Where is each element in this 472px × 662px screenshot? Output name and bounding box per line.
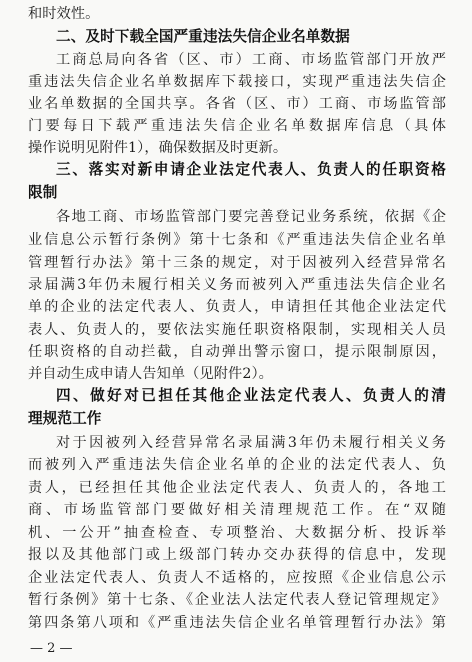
section-heading-4-cont: 理规范工作 [28, 410, 102, 427]
body-text-line: 第四条第八项和《严重违法失信企业名单管理暂行办法》第 [28, 615, 446, 631]
body-text-line: 而被列入严重违法失信企业名单的企业的法定代表人、负 [28, 457, 446, 473]
body-text-line: 门要每日下载严重违法失信企业名单数据库信息（具体 [28, 118, 446, 134]
body-text-line: 业信息公示暂行条例》第十七条和《严重违法失信企业名单 [28, 232, 446, 248]
body-text-line: 责人，已经担任其他企业法定代表人、负责人的，各地工 [28, 480, 446, 496]
body-text-line: 重违法失信企业名单数据库下载接口，实现严重违法失信企 [28, 74, 446, 90]
body-text-line: 和时效性。 [28, 6, 100, 22]
body-text-line: 管理暂行办法》第十三条的规定，对于因被列入经营异常名 [28, 255, 446, 271]
body-text-line: 商、市场监管部门要做好相关清理规范工作。在“双随 [28, 502, 446, 518]
body-text-line: 单的企业的法定代表人、负责人，申请担任其他企业法定代 [28, 299, 446, 315]
body-text-line: 任职资格的自动拦截，自动弹出警示窗口，提示限制原因， [28, 344, 446, 360]
page-number: — 2 — [30, 641, 73, 656]
body-text-line: 表人、负责人的，要依法实施任职资格限制，实现相关人员 [28, 322, 446, 338]
section-heading-2: 二、及时下载全国严重违法失信企业名单数据 [56, 28, 350, 45]
body-text-line: 操作说明见附件1），确保数据及时更新。 [28, 140, 288, 156]
body-text-line: 对于因被列入经营异常名录届满3年仍未履行相关义务 [56, 435, 446, 451]
body-text-line: 业名单数据的全国共享。各省（区、市）工商、市场监管部 [28, 96, 446, 112]
body-text-line: 并自动生成申请人告知单（见附件2）。 [28, 366, 273, 382]
body-text-line: 机、一公开”抽查检查、专项整治、大数据分析、投诉举 [28, 525, 446, 541]
section-heading-4: 四、做好对已担任其他企业法定代表人、负责人的清 [56, 387, 446, 404]
body-text-line: 报以及其他部门或上级部门转办交办获得的信息中，发现 [28, 547, 446, 563]
body-text-line: 暂行条例》第十七条、《企业法人法定代表人登记管理规定》 [28, 592, 446, 608]
section-heading-3-cont: 限制 [28, 184, 58, 201]
body-text-line: 企业法定代表人、负责人不适格的，应按照《企业信息公示 [28, 570, 446, 586]
body-text-line: 各地工商、市场监管部门要完善登记业务系统，依据《企 [56, 209, 446, 225]
body-text-line: 录届满3年仍未履行相关义务而被列入严重违法失信企业名 [28, 277, 446, 293]
body-text-line: 工商总局向各省（区、市）工商、市场监管部门开放严 [56, 52, 446, 68]
section-heading-3: 三、落实对新申请企业法定代表人、负责人的任职资格 [56, 161, 446, 178]
